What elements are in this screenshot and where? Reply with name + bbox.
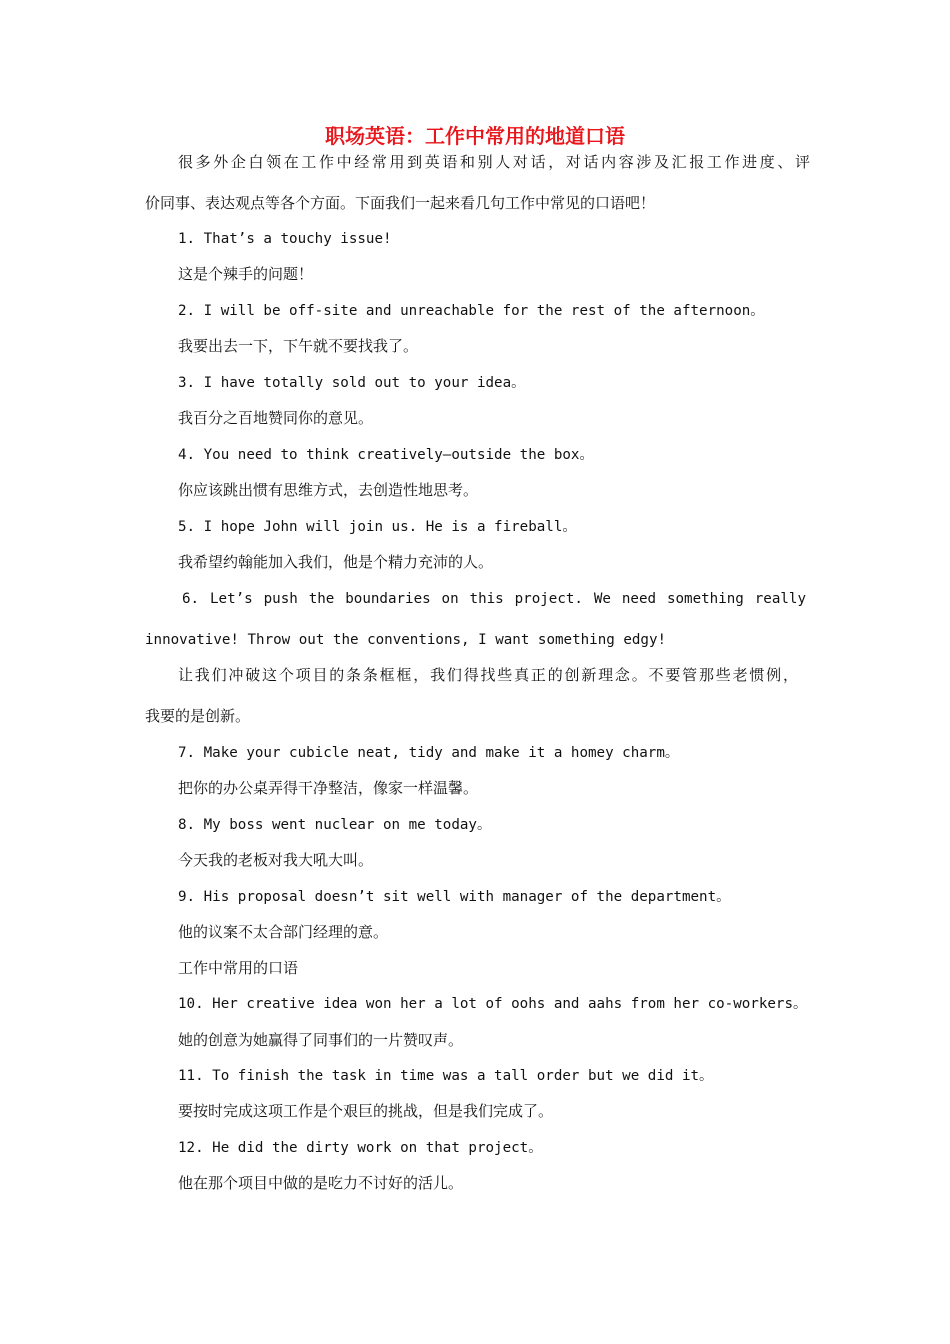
- item-3-english: 3. I have totally sold out to your idea。: [178, 375, 526, 391]
- item-6-english-line-2: innovative! Throw out the conventions, I want something edgy!: [145, 632, 667, 648]
- document-title: 职场英语：工作中常用的地道口语: [325, 124, 625, 148]
- item-5-chinese: 我希望约翰能加入我们，他是个精力充沛的人。: [178, 553, 494, 571]
- item-4-chinese: 你应该跳出惯有思维方式，去创造性地思考。: [178, 481, 479, 499]
- item-7-english: 7. Make your cubicle neat, tidy and make it a homey charm。: [178, 745, 680, 761]
- intro-line-1: 很多外企白领在工作中经常用到英语和别人对话，对话内容涉及汇报工作进度、评: [178, 153, 810, 171]
- item-10-english: 10. Her creative idea won her a lot of oohs and aahs from her co-workers。: [178, 996, 808, 1012]
- item-8-chinese: 今天我的老板对我大吼大叫。: [178, 851, 374, 869]
- item-9-english: 9. His proposal doesn’t sit well with manager of the department。: [178, 889, 731, 905]
- item-12-chinese: 他在那个项目中做的是吃力不讨好的活儿。: [178, 1174, 464, 1192]
- item-4-english: 4. You need to think creatively—outside the box。: [178, 447, 594, 463]
- item-2-chinese: 我要出去一下，下午就不要找我了。: [178, 337, 419, 355]
- item-2-english: 2. I will be off-site and unreachable for the rest of the afternoon。: [178, 303, 765, 319]
- item-9-chinese: 他的议案不太合部门经理的意。: [178, 923, 389, 941]
- item-8-english: 8. My boss went nuclear on me today。: [178, 817, 492, 833]
- item-11-english: 11. To finish the task in time was a tall order but we did it。: [178, 1068, 714, 1084]
- item-12-english: 12. He did the dirty work on that project。: [178, 1140, 543, 1156]
- item-3-chinese: 我百分之百地赞同你的意见。: [178, 409, 374, 427]
- section-heading: 工作中常用的口语: [178, 959, 299, 977]
- item-6-chinese-line-2: 我要的是创新。: [145, 707, 251, 725]
- item-7-chinese: 把你的办公桌弄得干净整洁，像家一样温馨。: [178, 779, 479, 797]
- item-1-chinese: 这是个辣手的问题！: [178, 265, 314, 283]
- item-6-english-line-1: 6. Let’s push the boundaries on this project. We need something really: [182, 591, 806, 607]
- intro-line-2: 价同事、表达观点等各个方面。下面我们一起来看几句工作中常见的口语吧！: [145, 194, 656, 212]
- item-11-chinese: 要按时完成这项工作是个艰巨的挑战，但是我们完成了。: [178, 1102, 554, 1120]
- item-1-english: 1. That’s a touchy issue!: [178, 231, 392, 247]
- item-10-chinese: 她的创意为她赢得了同事们的一片赞叹声。: [178, 1031, 464, 1049]
- item-6-chinese-line-1: 让我们冲破这个项目的条条框框，我们得找些真正的创新理念。不要管那些老惯例，: [178, 666, 798, 684]
- item-5-english: 5. I hope John will join us. He is a fireball。: [178, 519, 577, 535]
